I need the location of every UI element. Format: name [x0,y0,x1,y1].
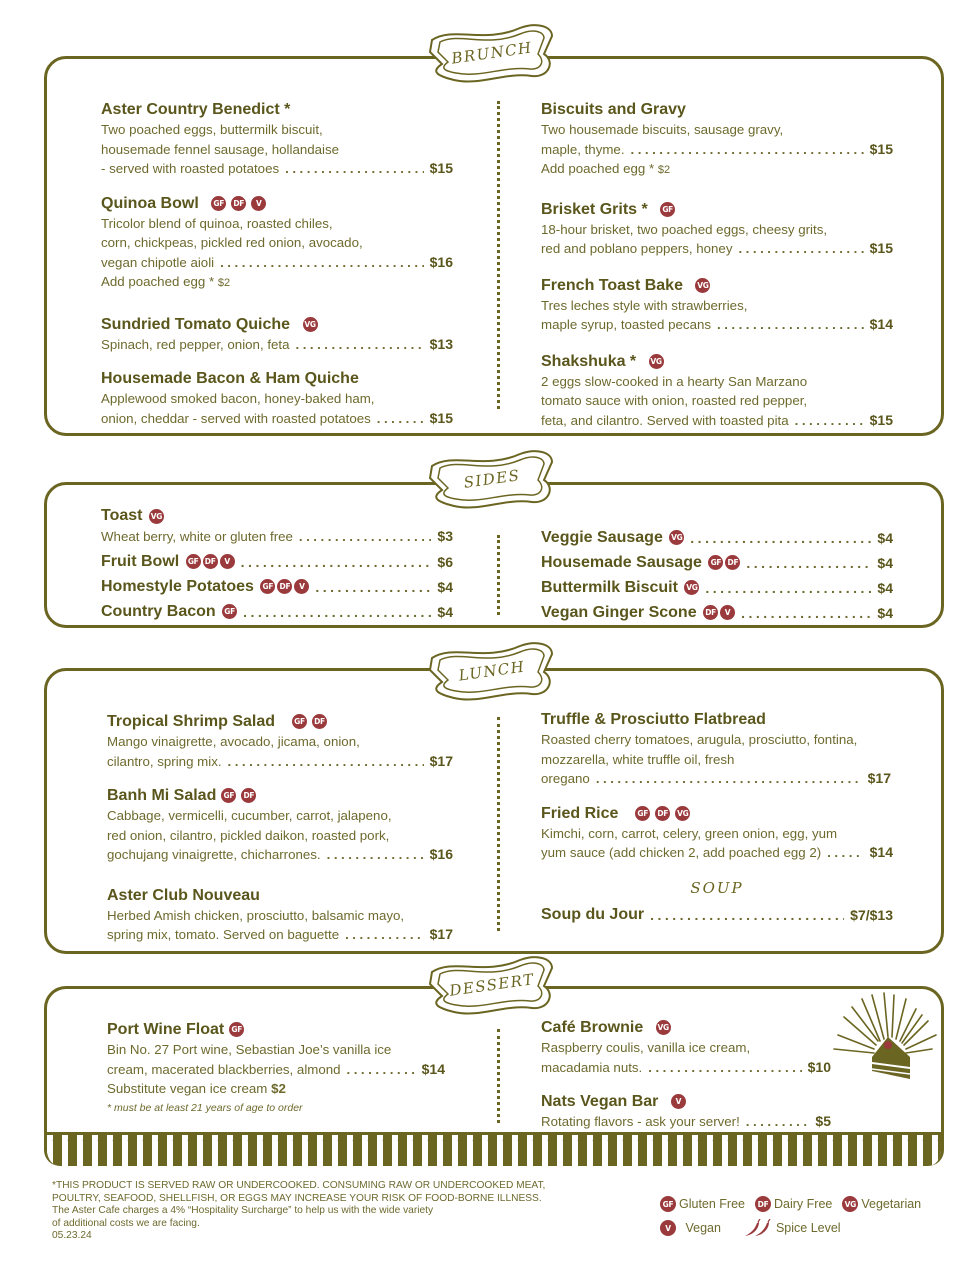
vegan-badge-icon: V [294,579,309,594]
item-price: $14 [869,316,893,332]
item-price: $4 [437,603,453,620]
menu-item: Shakshuka * VG 2 eggs slow-cooked in a hearty San Marzano tomato sauce with onion, roasted red pepper, feta, and cilantro. Served with toasted pita ..... $15 [541,351,893,431]
age-note: * must be at least 21 years of age to order [107,1101,303,1114]
vegetarian-badge-icon: VG [669,530,684,545]
menu-item [541,903,893,928]
gluten-free-badge-icon: GF [221,788,236,803]
item-price: $17 [429,752,453,769]
item-name: Aster Club Nouveau [107,886,260,904]
section-title: DESSERT [448,970,536,1000]
item-price: $16 [429,253,453,270]
item-price: $14 [869,844,893,860]
menu-item: Aster Country Benedict * Two poached eggs, buttermilk biscuit, housemade fennel sausage, hollandaise - served with roasted potatoes ..... $15 [101,99,453,179]
menu-item [541,600,893,625]
menu-item: Sundried Tomato Quiche VG Spinach, red pepper, onion, feta ..... $13 [101,314,453,355]
menu-item: Housemade Bacon & Ham Quiche Applewood smoked bacon, honey-baked ham, onion, cheddar - served with roasted potatoes ..... $15 [101,368,453,428]
item-name: Truffle & Prosciutto Flatbread [541,711,766,728]
item-name: Banh Mi Salad [107,787,217,804]
item-name: French Toast Bake [541,276,683,294]
sides-right-column [541,525,893,625]
addon: Add poached egg * $2 [541,161,671,176]
gluten-free-badge-icon: GF [222,604,237,619]
item-price: $13 [429,335,453,352]
item-name: Veggie Sausage [541,528,663,546]
gluten-free-badge-icon: GF [260,579,275,594]
item-name: Port Wine Float [107,1021,225,1038]
lunch-panel [44,668,944,954]
vegan-badge-icon: V [660,1220,676,1236]
dairy-free-badge-icon: DF [755,1196,771,1212]
menu-item: French Toast Bake VG Tres leches style with strawberries, maple syrup, toasted pecans ..... $14 [541,275,893,335]
vegetarian-badge-icon: VG [684,580,699,595]
item-price: $4 [877,579,893,596]
item-name: Sundried Tomato Quiche [101,315,291,333]
item-name: Homestyle Potatoes [101,577,254,595]
menu-item: Aster Club Nouveau Herbed Amish chicken, prosciutto, balsamic mayo, spring mix, tomato. Served on baguette ..... $17 [107,885,453,945]
item-name: Aster Country Benedict * [101,101,291,118]
vegan-badge-icon: V [220,554,235,569]
brunch-panel [44,56,944,436]
item-name: Shakshuka * [541,352,637,370]
section-banner-sides [424,444,560,514]
dairy-free-badge-icon: DF [231,196,246,211]
menu-item: Tropical Shrimp Salad GF DF Mango vinaigrette, avocado, jicama, onion, cilantro, spring mix. ..... $17 [107,711,453,771]
gluten-free-badge-icon: GF [635,806,650,821]
footer-disclaimer: *THIS PRODUCT IS SERVED RAW OR UNDERCOOKED. CONSUMING RAW OR UNDERCOOKED MEAT, POULTRY, SEAFOOD, SHELLFISH, OR EGGS MAY INCREASE YOUR RISK OF FOOD-BORNE ILLNESS. The Aster Cafe charges a 4% “Hospitality Surcharge” to help us with the wide variety of additional costs we are facing. 05.23.24 [52,1180,546,1241]
item-price: $15 [429,409,453,426]
item-name: Biscuits and Gravy [541,101,686,118]
item-name: Country Bacon [101,602,216,620]
item-price: $16 [429,846,453,862]
item-price: $14 [421,1060,445,1077]
item-price: $17 [867,770,891,786]
brunch-right-column [541,99,893,444]
item-price: $15 [869,411,893,428]
section-banner-dessert [424,950,560,1020]
item-price: $3 [437,528,453,544]
item-price: $7/$13 [850,907,893,923]
menu-item: Quinoa Bowl GF DF V Tricolor blend of quinoa, roasted chiles, corn, chickpeas, pickled red onion, avocado, vegan chipotle aioli ..... $16 Add poached egg * $2 [101,193,453,294]
item-price: $4 [437,578,453,595]
menu-item: Café Brownie VG Raspberry coulis, vanilla ice cream, macadamia nuts. ..... $10 [541,1017,821,1077]
column-divider [497,1029,500,1123]
decorative-stripe-border [47,1132,941,1166]
dairy-free-badge-icon: DF [203,554,218,569]
menu-item: Biscuits and Gravy Two housemade biscuits, sausage gravy, maple, thyme. ..... $15 Add poached egg * $2 [541,99,893,181]
vegetarian-badge-icon: VG [842,1196,858,1212]
menu-item: Truffle & Prosciutto Flatbread Roasted cherry tomatoes, arugula, prosciutto, fontina, mozzarella, white truffle oil, fresh oregano ..... $17 [541,709,901,789]
item-price: $6 [437,553,453,570]
item-price: $15 [869,140,893,157]
item-name: Quinoa Bowl [101,194,199,212]
item-name: Soup du Jour [541,906,645,923]
item-name: Vegan Ginger Scone [541,603,697,621]
menu-item: Port Wine Float GF Bin No. 27 Port wine, Sebastian Joe’s vanilla ice cream, macerated blackberries, almond ..... $14 Substitute vegan ice cream $2 * must be at least 21 years of age to order [107,1019,453,1117]
section-banner-brunch [424,18,560,88]
vegetarian-badge-icon: VG [675,806,690,821]
sides-left-column: Toast VG Wheat berry, white or gluten free ..... $3 Fruit Bowl GF DF V ..... $6 Homestyle Potatoes GF DF V ..... $4 Country Bacon GF ..... $4 [101,505,453,624]
vegetarian-badge-icon: VG [149,509,164,524]
vegan-badge-icon: V [671,1094,686,1109]
dietary-legend: GF Gluten Free DF Dairy Free VG Vegetarian V Vegan Spice Level [660,1192,921,1240]
menu-item [541,575,893,600]
gluten-free-badge-icon: GF [186,554,201,569]
menu-item [101,574,453,599]
item-name: Tropical Shrimp Salad [107,713,276,730]
item-name: Nats Vegan Bar [541,1093,659,1110]
cake-slice-icon [832,991,942,1091]
menu-item: Fried Rice GF DF VG Kimchi, corn, carrot, celery, green onion, egg, yum yum sauce (add chicken 2, add poached egg 2) ..... $14 [541,803,901,863]
dessert-left-column [107,1019,453,1131]
addon: Add poached egg * $2 [101,274,231,289]
vegan-badge-icon: V [720,605,735,620]
column-divider [497,535,500,615]
dairy-free-badge-icon: DF [655,806,670,821]
gluten-free-badge-icon: GF [660,202,675,217]
item-price: $4 [877,554,893,571]
item-price: $4 [877,604,893,621]
dairy-free-badge-icon: DF [312,714,327,729]
item-name: Housemade Bacon & Ham Quiche [101,370,359,387]
gluten-free-badge-icon: GF [229,1022,244,1037]
item-name: Brisket Grits * [541,200,648,218]
gluten-free-badge-icon: GF [660,1196,676,1212]
menu-date: 05.23.24 [52,1230,92,1241]
item-name: Buttermilk Biscuit [541,578,678,596]
chili-pepper-icon [743,1219,773,1237]
dessert-right-column [541,1017,831,1146]
vegetarian-badge-icon: VG [695,278,710,293]
addon: Substitute vegan ice cream $2 [107,1081,286,1096]
menu-item [541,525,893,550]
item-name: Café Brownie [541,1019,644,1036]
column-divider [497,717,500,931]
section-title: BRUNCH [450,38,534,68]
item-name: Toast [101,507,143,524]
menu-item: Nats Vegan Bar V Rotating flavors - ask your server! ..... $5 [541,1091,821,1132]
section-title: LUNCH [457,657,527,685]
menu-item [541,550,893,575]
item-price: $15 [429,160,453,176]
item-price: $15 [869,240,893,256]
dairy-free-badge-icon: DF [725,555,740,570]
item-price: $17 [429,926,453,942]
gluten-free-badge-icon: GF [708,555,723,570]
brunch-left-column [101,99,453,442]
column-divider [497,101,500,409]
item-name: Fried Rice [541,804,619,822]
item-price: $5 [815,1113,831,1129]
lunch-left-column [107,711,453,959]
item-price: $4 [877,529,893,546]
soup-heading: SOUP [690,878,744,897]
dairy-free-badge-icon: DF [241,788,256,803]
menu-item [101,599,453,624]
gluten-free-badge-icon: GF [211,196,226,211]
section-title: SIDES [462,466,522,492]
vegetarian-badge-icon: VG [649,354,664,369]
lunch-right-column [541,709,901,928]
section-banner-lunch [424,636,560,706]
item-price: $10 [807,1058,831,1075]
item-name: Fruit Bowl [101,552,180,570]
item-name: Housemade Sausage [541,553,702,571]
vegetarian-badge-icon: VG [303,317,318,332]
dairy-free-badge-icon: DF [703,605,718,620]
menu-item: Brisket Grits * GF 18-hour brisket, two poached eggs, cheesy grits, red and poblano peppers, honey ..... $15 [541,199,893,259]
dairy-free-badge-icon: DF [277,579,292,594]
vegan-badge-icon: V [251,196,266,211]
menu-item [101,505,453,527]
menu-item [101,549,453,574]
vegetarian-badge-icon: VG [656,1020,671,1035]
menu-item: Banh Mi Salad GF DF Cabbage, vermicelli, cucumber, carrot, jalapeno, red onion, cilantro, pickled daikon, roasted pork, gochujang vinaigrette, chicharrones. ..... $16 [107,785,453,865]
gluten-free-badge-icon: GF [292,714,307,729]
